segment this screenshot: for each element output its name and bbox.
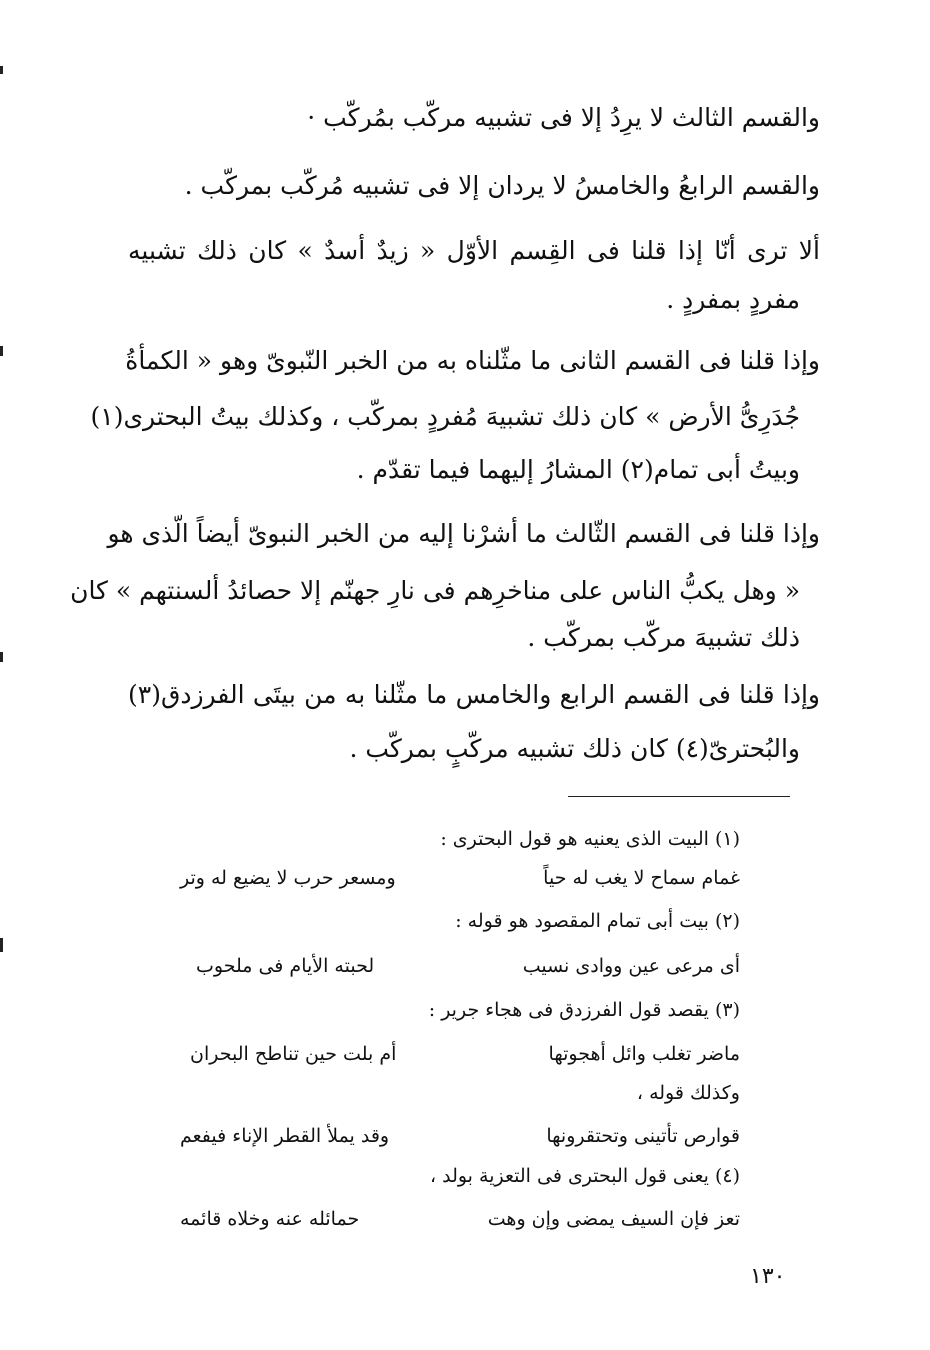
footnote-continuation: وكذلك قوله ، [636,1082,740,1104]
margin-mark [0,66,3,74]
body-line: جُدَرِىُّ الأرض » كان ذلك تشبيهَ مُفردٍ بمركّب ، وكذلك بيتُ البحترى(١) [90,402,800,431]
body-line: والبُحترىّ(٤) كان ذلك تشبيه مركّبٍ بمركّب . [349,734,800,763]
footnote-1: (١) البيت الذى يعنيه هو قول البحترى : [440,828,740,850]
body-line: وإذا قلنا فى القسم الثّالث ما أشرْنا إليه من الخبر النبوىّ أيضاً الّذى هو [107,519,820,548]
footnote-verse: ومسعر حرب لا يضيع له وتر [180,867,396,889]
body-line: ألا ترى أنّا إذا قلنا فى القِسم الأوّل « زيدٌ أسدٌ » كان ذلك تشبيه [128,236,820,265]
footnote-2: (٢) بيت أبى تمام المقصود هو قوله : [455,910,740,932]
body-line: وبيتُ أبى تمام(٢) المشارُ إليهما فيما تقدّم . [356,455,800,484]
body-line: والقسم الرابعُ والخامسُ لا يردان إلا فى تشبيه مُركّب بمركّب . [184,171,820,200]
footnote-3: (٣) يقصد قول الفرزدق فى هجاء جرير : [428,999,740,1021]
body-line: « وهل يكبُّ الناس على مناخرِهم فى نارِ جهنّم إلا حصائدُ ألسنتهم » كان [70,576,800,605]
footnote-verse: أم بلت حين تناطح البحران [190,1043,397,1065]
margin-mark [0,652,3,662]
margin-mark [0,346,3,356]
footnote-verse: تعز فإن السيف يمضى وإن وهت [487,1208,740,1230]
footnote-verse: غمام سماح لا يغب له حياً [543,867,740,889]
footnote-verse: حمائله عنه وخلاه قائمه [180,1208,360,1230]
body-line: ذلك تشبيهَ مركّب بمركّب . [527,623,800,652]
footnote-verse: وقد يملأ القطر الإناء فيفعم [180,1125,390,1147]
body-line: وإذا قلنا فى القسم الثانى ما مثّلناه به من الخبر النّبوىّ وهو « الكمأةُ [125,346,820,375]
footnote-4: (٤) يعنى قول البحترى فى التعزية بولد ، [429,1165,740,1187]
footnote-verse: لحبته الأيام فى ملحوب [196,955,375,977]
body-line: وإذا قلنا فى القسم الرابع والخامس ما مثّلنا به من بيتَى الفرزدق(٣) [128,680,820,709]
footnote-separator [568,796,790,797]
page-number: ١٣٠ [750,1264,786,1289]
body-line: مفردٍ بمفردٍ . [666,285,800,314]
footnote-verse: قوارص تأتينى وتحتقرونها [546,1125,740,1147]
footnote-verse: أى مرعى عين ووادى نسيب [522,955,740,977]
body-line: والقسم الثالث لا يرِدُ إلا فى تشبيه مركّب بمُركّب · [307,103,820,132]
margin-mark [0,938,3,952]
footnote-verse: ماضر تغلب وائل أهجوتها [548,1043,740,1065]
